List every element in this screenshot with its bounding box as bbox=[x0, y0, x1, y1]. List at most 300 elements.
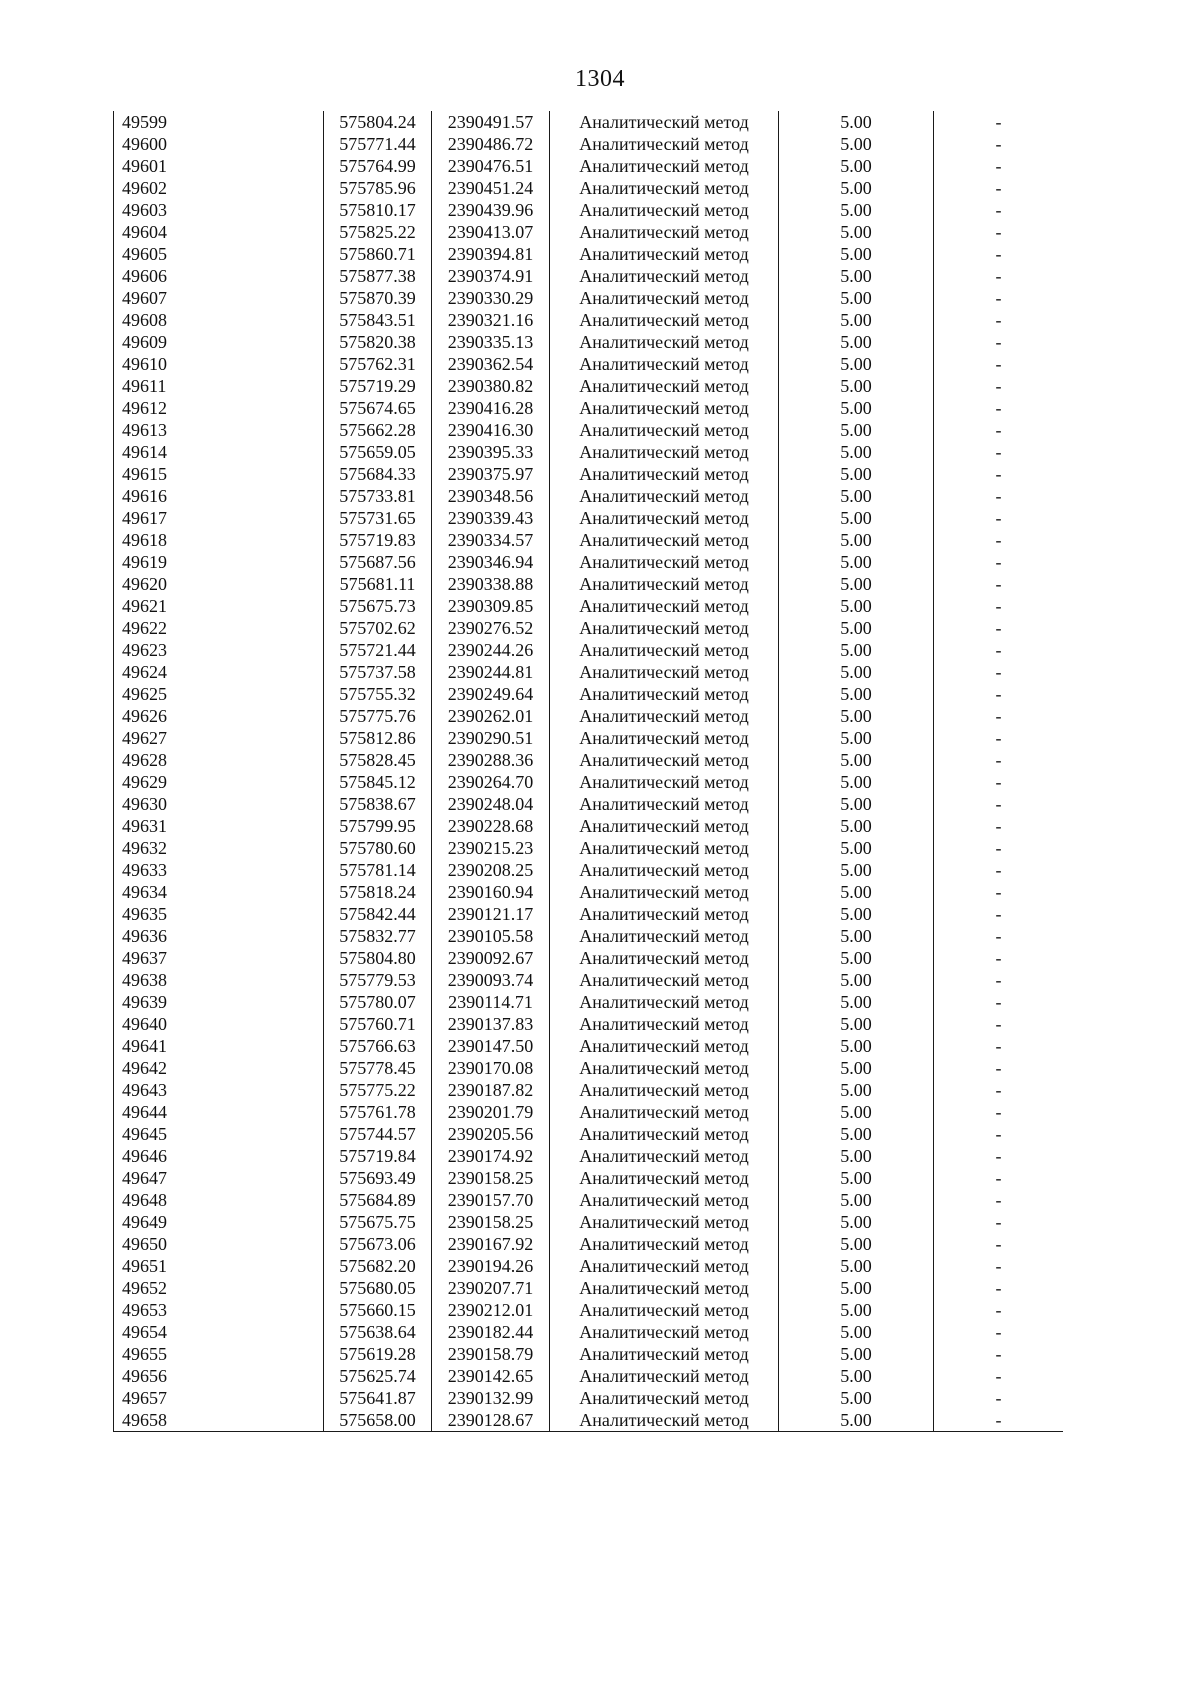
table-row bbox=[114, 529, 1064, 551]
point-number-cell: 49606 bbox=[114, 265, 324, 287]
method-cell: Аналитический метод bbox=[550, 1299, 779, 1321]
accuracy-cell: 5.00 bbox=[779, 727, 934, 749]
accuracy-cell: 5.00 bbox=[779, 1321, 934, 1343]
note-cell: - bbox=[934, 529, 1064, 551]
point-number-cell: 49621 bbox=[114, 595, 324, 617]
table-row bbox=[114, 639, 1064, 661]
note-cell: - bbox=[934, 463, 1064, 485]
accuracy-cell: 5.00 bbox=[779, 507, 934, 529]
note-cell: - bbox=[934, 287, 1064, 309]
y-coordinate-cell: 2390147.50 bbox=[432, 1035, 550, 1057]
note-cell: - bbox=[934, 485, 1064, 507]
point-number-cell: 49645 bbox=[114, 1123, 324, 1145]
accuracy-cell: 5.00 bbox=[779, 111, 934, 133]
point-number-cell: 49629 bbox=[114, 771, 324, 793]
point-number-cell: 49633 bbox=[114, 859, 324, 881]
point-number-cell: 49657 bbox=[114, 1387, 324, 1409]
point-number-cell: 49632 bbox=[114, 837, 324, 859]
method-cell: Аналитический метод bbox=[550, 265, 779, 287]
note-cell: - bbox=[934, 1013, 1064, 1035]
table-row bbox=[114, 705, 1064, 727]
method-cell: Аналитический метод bbox=[550, 155, 779, 177]
note-cell: - bbox=[934, 881, 1064, 903]
table-row bbox=[114, 793, 1064, 815]
y-coordinate-cell: 2390290.51 bbox=[432, 727, 550, 749]
x-coordinate-cell: 575680.05 bbox=[324, 1277, 432, 1299]
x-coordinate-cell: 575812.86 bbox=[324, 727, 432, 749]
x-coordinate-cell: 575766.63 bbox=[324, 1035, 432, 1057]
accuracy-cell: 5.00 bbox=[779, 1123, 934, 1145]
table-row bbox=[114, 1233, 1064, 1255]
y-coordinate-cell: 2390182.44 bbox=[432, 1321, 550, 1343]
x-coordinate-cell: 575832.77 bbox=[324, 925, 432, 947]
table-row bbox=[114, 1299, 1064, 1321]
accuracy-cell: 5.00 bbox=[779, 287, 934, 309]
note-cell: - bbox=[934, 573, 1064, 595]
point-number-cell: 49653 bbox=[114, 1299, 324, 1321]
accuracy-cell: 5.00 bbox=[779, 1211, 934, 1233]
x-coordinate-cell: 575779.53 bbox=[324, 969, 432, 991]
method-cell: Аналитический метод bbox=[550, 1343, 779, 1365]
point-number-cell: 49600 bbox=[114, 133, 324, 155]
point-number-cell: 49650 bbox=[114, 1233, 324, 1255]
y-coordinate-cell: 2390201.79 bbox=[432, 1101, 550, 1123]
table-row bbox=[114, 111, 1064, 133]
y-coordinate-cell: 2390158.25 bbox=[432, 1167, 550, 1189]
x-coordinate-cell: 575860.71 bbox=[324, 243, 432, 265]
accuracy-cell: 5.00 bbox=[779, 243, 934, 265]
point-number-cell: 49627 bbox=[114, 727, 324, 749]
accuracy-cell: 5.00 bbox=[779, 1035, 934, 1057]
method-cell: Аналитический метод bbox=[550, 1101, 779, 1123]
table-row bbox=[114, 331, 1064, 353]
accuracy-cell: 5.00 bbox=[779, 463, 934, 485]
table-row bbox=[114, 309, 1064, 331]
accuracy-cell: 5.00 bbox=[779, 639, 934, 661]
point-number-cell: 49604 bbox=[114, 221, 324, 243]
accuracy-cell: 5.00 bbox=[779, 793, 934, 815]
table-row bbox=[114, 221, 1064, 243]
y-coordinate-cell: 2390248.04 bbox=[432, 793, 550, 815]
y-coordinate-cell: 2390338.88 bbox=[432, 573, 550, 595]
method-cell: Аналитический метод bbox=[550, 397, 779, 419]
point-number-cell: 49608 bbox=[114, 309, 324, 331]
method-cell: Аналитический метод bbox=[550, 485, 779, 507]
note-cell: - bbox=[934, 1365, 1064, 1387]
accuracy-cell: 5.00 bbox=[779, 441, 934, 463]
x-coordinate-cell: 575818.24 bbox=[324, 881, 432, 903]
note-cell: - bbox=[934, 375, 1064, 397]
method-cell: Аналитический метод bbox=[550, 661, 779, 683]
method-cell: Аналитический метод bbox=[550, 1233, 779, 1255]
point-number-cell: 49614 bbox=[114, 441, 324, 463]
x-coordinate-cell: 575731.65 bbox=[324, 507, 432, 529]
table-row bbox=[114, 1321, 1064, 1343]
x-coordinate-cell: 575719.83 bbox=[324, 529, 432, 551]
note-cell: - bbox=[934, 595, 1064, 617]
x-coordinate-cell: 575619.28 bbox=[324, 1343, 432, 1365]
y-coordinate-cell: 2390174.92 bbox=[432, 1145, 550, 1167]
y-coordinate-cell: 2390334.57 bbox=[432, 529, 550, 551]
y-coordinate-cell: 2390158.79 bbox=[432, 1343, 550, 1365]
method-cell: Аналитический метод bbox=[550, 595, 779, 617]
point-number-cell: 49651 bbox=[114, 1255, 324, 1277]
x-coordinate-cell: 575828.45 bbox=[324, 749, 432, 771]
accuracy-cell: 5.00 bbox=[779, 595, 934, 617]
x-coordinate-cell: 575764.99 bbox=[324, 155, 432, 177]
y-coordinate-cell: 2390157.70 bbox=[432, 1189, 550, 1211]
accuracy-cell: 5.00 bbox=[779, 859, 934, 881]
page-number: 1304 bbox=[575, 66, 625, 92]
method-cell: Аналитический метод bbox=[550, 111, 779, 133]
accuracy-cell: 5.00 bbox=[779, 419, 934, 441]
note-cell: - bbox=[934, 441, 1064, 463]
point-number-cell: 49655 bbox=[114, 1343, 324, 1365]
accuracy-cell: 5.00 bbox=[779, 771, 934, 793]
accuracy-cell: 5.00 bbox=[779, 1101, 934, 1123]
note-cell: - bbox=[934, 1299, 1064, 1321]
point-number-cell: 49648 bbox=[114, 1189, 324, 1211]
note-cell: - bbox=[934, 1189, 1064, 1211]
point-number-cell: 49610 bbox=[114, 353, 324, 375]
y-coordinate-cell: 2390228.68 bbox=[432, 815, 550, 837]
note-cell: - bbox=[934, 705, 1064, 727]
method-cell: Аналитический метод bbox=[550, 1277, 779, 1299]
x-coordinate-cell: 575838.67 bbox=[324, 793, 432, 815]
point-number-cell: 49599 bbox=[114, 111, 324, 133]
accuracy-cell: 5.00 bbox=[779, 199, 934, 221]
accuracy-cell: 5.00 bbox=[779, 705, 934, 727]
note-cell: - bbox=[934, 397, 1064, 419]
x-coordinate-cell: 575804.24 bbox=[324, 111, 432, 133]
accuracy-cell: 5.00 bbox=[779, 815, 934, 837]
method-cell: Аналитический метод bbox=[550, 1321, 779, 1343]
method-cell: Аналитический метод bbox=[550, 969, 779, 991]
point-number-cell: 49619 bbox=[114, 551, 324, 573]
point-number-cell: 49601 bbox=[114, 155, 324, 177]
y-coordinate-cell: 2390105.58 bbox=[432, 925, 550, 947]
note-cell: - bbox=[934, 991, 1064, 1013]
point-number-cell: 49618 bbox=[114, 529, 324, 551]
note-cell: - bbox=[934, 1079, 1064, 1101]
method-cell: Аналитический метод bbox=[550, 375, 779, 397]
coordinates-table-body bbox=[114, 111, 1064, 1432]
point-number-cell: 49644 bbox=[114, 1101, 324, 1123]
y-coordinate-cell: 2390249.64 bbox=[432, 683, 550, 705]
note-cell: - bbox=[934, 177, 1064, 199]
x-coordinate-cell: 575641.87 bbox=[324, 1387, 432, 1409]
method-cell: Аналитический метод bbox=[550, 925, 779, 947]
note-cell: - bbox=[934, 1211, 1064, 1233]
method-cell: Аналитический метод bbox=[550, 199, 779, 221]
note-cell: - bbox=[934, 749, 1064, 771]
x-coordinate-cell: 575804.80 bbox=[324, 947, 432, 969]
table-row bbox=[114, 419, 1064, 441]
note-cell: - bbox=[934, 309, 1064, 331]
note-cell: - bbox=[934, 1123, 1064, 1145]
y-coordinate-cell: 2390288.36 bbox=[432, 749, 550, 771]
accuracy-cell: 5.00 bbox=[779, 969, 934, 991]
table-row bbox=[114, 573, 1064, 595]
y-coordinate-cell: 2390093.74 bbox=[432, 969, 550, 991]
table-row bbox=[114, 155, 1064, 177]
y-coordinate-cell: 2390128.67 bbox=[432, 1409, 550, 1432]
table-row bbox=[114, 1035, 1064, 1057]
accuracy-cell: 5.00 bbox=[779, 1365, 934, 1387]
point-number-cell: 49611 bbox=[114, 375, 324, 397]
note-cell: - bbox=[934, 331, 1064, 353]
x-coordinate-cell: 575810.17 bbox=[324, 199, 432, 221]
method-cell: Аналитический метод bbox=[550, 793, 779, 815]
table-row bbox=[114, 1255, 1064, 1277]
method-cell: Аналитический метод bbox=[550, 177, 779, 199]
accuracy-cell: 5.00 bbox=[779, 683, 934, 705]
method-cell: Аналитический метод bbox=[550, 133, 779, 155]
table-row bbox=[114, 1013, 1064, 1035]
accuracy-cell: 5.00 bbox=[779, 1189, 934, 1211]
note-cell: - bbox=[934, 639, 1064, 661]
method-cell: Аналитический метод bbox=[550, 1145, 779, 1167]
method-cell: Аналитический метод bbox=[550, 1057, 779, 1079]
accuracy-cell: 5.00 bbox=[779, 155, 934, 177]
table-row bbox=[114, 1123, 1064, 1145]
x-coordinate-cell: 575843.51 bbox=[324, 309, 432, 331]
y-coordinate-cell: 2390380.82 bbox=[432, 375, 550, 397]
y-coordinate-cell: 2390212.01 bbox=[432, 1299, 550, 1321]
table-row bbox=[114, 287, 1064, 309]
accuracy-cell: 5.00 bbox=[779, 265, 934, 287]
accuracy-cell: 5.00 bbox=[779, 991, 934, 1013]
method-cell: Аналитический метод bbox=[550, 815, 779, 837]
method-cell: Аналитический метод bbox=[550, 991, 779, 1013]
x-coordinate-cell: 575820.38 bbox=[324, 331, 432, 353]
table-row bbox=[114, 1101, 1064, 1123]
table-row bbox=[114, 617, 1064, 639]
note-cell: - bbox=[934, 155, 1064, 177]
method-cell: Аналитический метод bbox=[550, 1167, 779, 1189]
table-row bbox=[114, 991, 1064, 1013]
note-cell: - bbox=[934, 727, 1064, 749]
point-number-cell: 49652 bbox=[114, 1277, 324, 1299]
accuracy-cell: 5.00 bbox=[779, 947, 934, 969]
note-cell: - bbox=[934, 419, 1064, 441]
method-cell: Аналитический метод bbox=[550, 221, 779, 243]
table-row bbox=[114, 375, 1064, 397]
accuracy-cell: 5.00 bbox=[779, 749, 934, 771]
note-cell: - bbox=[934, 507, 1064, 529]
x-coordinate-cell: 575702.62 bbox=[324, 617, 432, 639]
accuracy-cell: 5.00 bbox=[779, 485, 934, 507]
accuracy-cell: 5.00 bbox=[779, 529, 934, 551]
x-coordinate-cell: 575721.44 bbox=[324, 639, 432, 661]
table-row bbox=[114, 881, 1064, 903]
method-cell: Аналитический метод bbox=[550, 529, 779, 551]
x-coordinate-cell: 575660.15 bbox=[324, 1299, 432, 1321]
method-cell: Аналитический метод bbox=[550, 771, 779, 793]
x-coordinate-cell: 575744.57 bbox=[324, 1123, 432, 1145]
point-number-cell: 49658 bbox=[114, 1409, 324, 1432]
point-number-cell: 49647 bbox=[114, 1167, 324, 1189]
accuracy-cell: 5.00 bbox=[779, 881, 934, 903]
y-coordinate-cell: 2390215.23 bbox=[432, 837, 550, 859]
accuracy-cell: 5.00 bbox=[779, 1233, 934, 1255]
accuracy-cell: 5.00 bbox=[779, 1013, 934, 1035]
table-row bbox=[114, 265, 1064, 287]
accuracy-cell: 5.00 bbox=[779, 1343, 934, 1365]
method-cell: Аналитический метод bbox=[550, 441, 779, 463]
x-coordinate-cell: 575780.07 bbox=[324, 991, 432, 1013]
accuracy-cell: 5.00 bbox=[779, 1277, 934, 1299]
y-coordinate-cell: 2390264.70 bbox=[432, 771, 550, 793]
note-cell: - bbox=[934, 859, 1064, 881]
x-coordinate-cell: 575737.58 bbox=[324, 661, 432, 683]
y-coordinate-cell: 2390262.01 bbox=[432, 705, 550, 727]
note-cell: - bbox=[934, 947, 1064, 969]
method-cell: Аналитический метод bbox=[550, 1189, 779, 1211]
note-cell: - bbox=[934, 221, 1064, 243]
x-coordinate-cell: 575778.45 bbox=[324, 1057, 432, 1079]
accuracy-cell: 5.00 bbox=[779, 331, 934, 353]
point-number-cell: 49635 bbox=[114, 903, 324, 925]
point-number-cell: 49628 bbox=[114, 749, 324, 771]
table-row bbox=[114, 1387, 1064, 1409]
accuracy-cell: 5.00 bbox=[779, 221, 934, 243]
y-coordinate-cell: 2390339.43 bbox=[432, 507, 550, 529]
point-number-cell: 49616 bbox=[114, 485, 324, 507]
method-cell: Аналитический метод bbox=[550, 309, 779, 331]
table-row bbox=[114, 683, 1064, 705]
method-cell: Аналитический метод bbox=[550, 859, 779, 881]
x-coordinate-cell: 575870.39 bbox=[324, 287, 432, 309]
table-row bbox=[114, 837, 1064, 859]
point-number-cell: 49613 bbox=[114, 419, 324, 441]
x-coordinate-cell: 575625.74 bbox=[324, 1365, 432, 1387]
method-cell: Аналитический метод bbox=[550, 243, 779, 265]
y-coordinate-cell: 2390276.52 bbox=[432, 617, 550, 639]
table-row bbox=[114, 397, 1064, 419]
method-cell: Аналитический метод bbox=[550, 1013, 779, 1035]
note-cell: - bbox=[934, 1277, 1064, 1299]
point-number-cell: 49637 bbox=[114, 947, 324, 969]
accuracy-cell: 5.00 bbox=[779, 551, 934, 573]
accuracy-cell: 5.00 bbox=[779, 133, 934, 155]
accuracy-cell: 5.00 bbox=[779, 617, 934, 639]
note-cell: - bbox=[934, 1321, 1064, 1343]
y-coordinate-cell: 2390374.91 bbox=[432, 265, 550, 287]
y-coordinate-cell: 2390092.67 bbox=[432, 947, 550, 969]
y-coordinate-cell: 2390207.71 bbox=[432, 1277, 550, 1299]
x-coordinate-cell: 575845.12 bbox=[324, 771, 432, 793]
point-number-cell: 49638 bbox=[114, 969, 324, 991]
point-number-cell: 49641 bbox=[114, 1035, 324, 1057]
accuracy-cell: 5.00 bbox=[779, 1167, 934, 1189]
y-coordinate-cell: 2390158.25 bbox=[432, 1211, 550, 1233]
accuracy-cell: 5.00 bbox=[779, 661, 934, 683]
note-cell: - bbox=[934, 265, 1064, 287]
method-cell: Аналитический метод bbox=[550, 705, 779, 727]
x-coordinate-cell: 575775.76 bbox=[324, 705, 432, 727]
table-row bbox=[114, 1167, 1064, 1189]
table-row bbox=[114, 243, 1064, 265]
point-number-cell: 49626 bbox=[114, 705, 324, 727]
method-cell: Аналитический метод bbox=[550, 727, 779, 749]
x-coordinate-cell: 575638.64 bbox=[324, 1321, 432, 1343]
x-coordinate-cell: 575681.11 bbox=[324, 573, 432, 595]
note-cell: - bbox=[934, 837, 1064, 859]
method-cell: Аналитический метод bbox=[550, 551, 779, 573]
method-cell: Аналитический метод bbox=[550, 749, 779, 771]
y-coordinate-cell: 2390476.51 bbox=[432, 155, 550, 177]
x-coordinate-cell: 575775.22 bbox=[324, 1079, 432, 1101]
table-row bbox=[114, 969, 1064, 991]
table-row bbox=[114, 441, 1064, 463]
y-coordinate-cell: 2390335.13 bbox=[432, 331, 550, 353]
method-cell: Аналитический метод bbox=[550, 419, 779, 441]
table-row bbox=[114, 1343, 1064, 1365]
table-row bbox=[114, 771, 1064, 793]
y-coordinate-cell: 2390451.24 bbox=[432, 177, 550, 199]
table-row bbox=[114, 551, 1064, 573]
x-coordinate-cell: 575682.20 bbox=[324, 1255, 432, 1277]
point-number-cell: 49639 bbox=[114, 991, 324, 1013]
x-coordinate-cell: 575687.56 bbox=[324, 551, 432, 573]
y-coordinate-cell: 2390330.29 bbox=[432, 287, 550, 309]
table-row bbox=[114, 1409, 1064, 1432]
point-number-cell: 49622 bbox=[114, 617, 324, 639]
x-coordinate-cell: 575659.05 bbox=[324, 441, 432, 463]
table-row bbox=[114, 903, 1064, 925]
point-number-cell: 49607 bbox=[114, 287, 324, 309]
note-cell: - bbox=[934, 815, 1064, 837]
accuracy-cell: 5.00 bbox=[779, 309, 934, 331]
accuracy-cell: 5.00 bbox=[779, 397, 934, 419]
method-cell: Аналитический метод bbox=[550, 331, 779, 353]
y-coordinate-cell: 2390375.97 bbox=[432, 463, 550, 485]
method-cell: Аналитический метод bbox=[550, 1123, 779, 1145]
point-number-cell: 49617 bbox=[114, 507, 324, 529]
x-coordinate-cell: 575662.28 bbox=[324, 419, 432, 441]
method-cell: Аналитический метод bbox=[550, 507, 779, 529]
accuracy-cell: 5.00 bbox=[779, 1299, 934, 1321]
accuracy-cell: 5.00 bbox=[779, 1079, 934, 1101]
x-coordinate-cell: 575877.38 bbox=[324, 265, 432, 287]
y-coordinate-cell: 2390486.72 bbox=[432, 133, 550, 155]
table-row bbox=[114, 1189, 1064, 1211]
x-coordinate-cell: 575684.33 bbox=[324, 463, 432, 485]
method-cell: Аналитический метод bbox=[550, 1211, 779, 1233]
x-coordinate-cell: 575719.29 bbox=[324, 375, 432, 397]
method-cell: Аналитический метод bbox=[550, 683, 779, 705]
note-cell: - bbox=[934, 1035, 1064, 1057]
note-cell: - bbox=[934, 1167, 1064, 1189]
x-coordinate-cell: 575674.65 bbox=[324, 397, 432, 419]
note-cell: - bbox=[934, 1387, 1064, 1409]
x-coordinate-cell: 575761.78 bbox=[324, 1101, 432, 1123]
method-cell: Аналитический метод bbox=[550, 287, 779, 309]
method-cell: Аналитический метод bbox=[550, 1255, 779, 1277]
table-row bbox=[114, 507, 1064, 529]
table-row bbox=[114, 661, 1064, 683]
y-coordinate-cell: 2390395.33 bbox=[432, 441, 550, 463]
note-cell: - bbox=[934, 1343, 1064, 1365]
point-number-cell: 49636 bbox=[114, 925, 324, 947]
x-coordinate-cell: 575673.06 bbox=[324, 1233, 432, 1255]
x-coordinate-cell: 575785.96 bbox=[324, 177, 432, 199]
coordinates-table bbox=[113, 111, 1063, 1432]
table-row bbox=[114, 947, 1064, 969]
accuracy-cell: 5.00 bbox=[779, 925, 934, 947]
method-cell: Аналитический метод bbox=[550, 837, 779, 859]
